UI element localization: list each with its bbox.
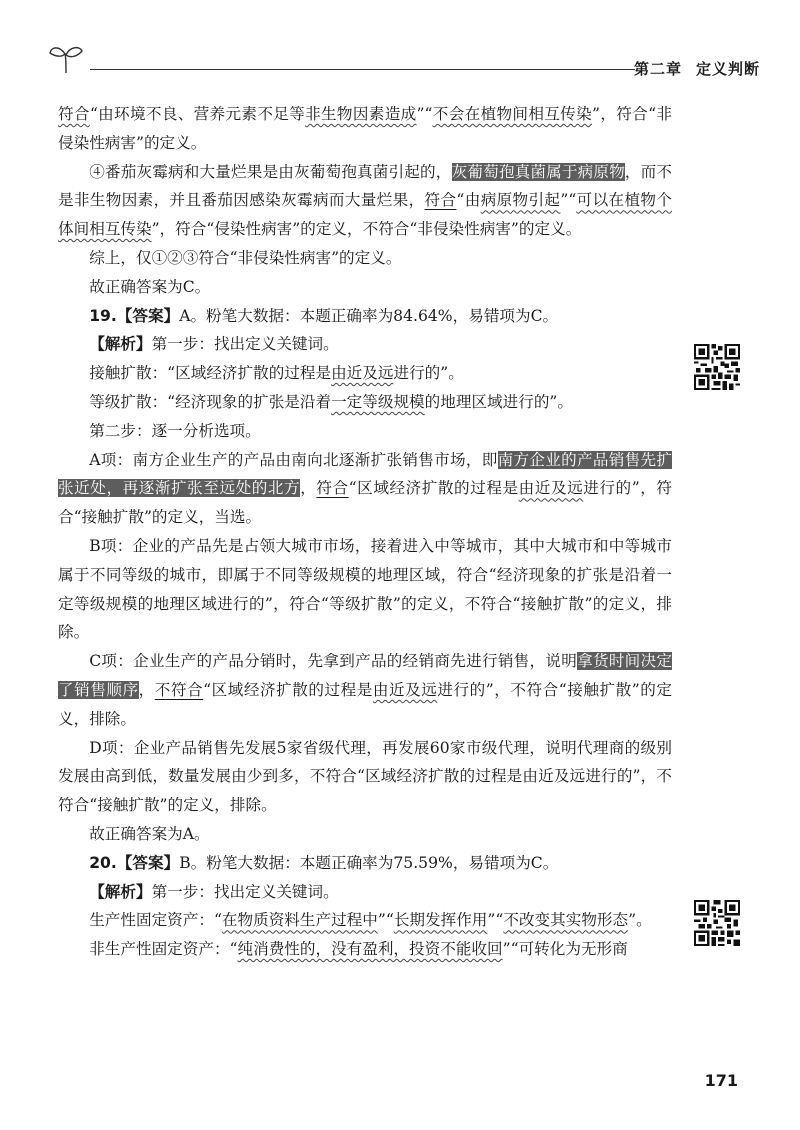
- highlighted-text: 灰葡萄孢真菌属于病原物: [451, 162, 625, 181]
- text-run: 长期发挥作用: [393, 911, 488, 930]
- text-run: A。粉笔大数据：本题正确率为84.64%，易错项为C。: [179, 306, 559, 325]
- text-run: ”“: [416, 105, 433, 123]
- text-run: “区域经济扩散的过程是: [203, 680, 373, 699]
- paragraph: [58, 935, 672, 964]
- analysis-line: [58, 878, 672, 907]
- text-run: 不会在植物间相互传染: [432, 105, 593, 123]
- text-run: 由近及远: [518, 479, 584, 498]
- text-run: 的地理区域进行的”。: [424, 392, 573, 411]
- paragraph: [58, 388, 672, 417]
- text-run: ，: [300, 479, 317, 498]
- text-run: 进行的”。: [393, 364, 464, 383]
- text-run: 非生产性固定资产：“: [89, 940, 238, 959]
- text-run: 由近及远: [372, 680, 438, 699]
- text-run: ”“: [377, 911, 394, 930]
- paragraph: [58, 359, 672, 388]
- chapter-number: 第二章: [633, 60, 682, 78]
- text-run: ”，符合“侵染性病害”的定义，不符合“非侵染性病害”的定义。: [151, 220, 582, 239]
- qr-code-icon[interactable]: [694, 900, 740, 946]
- text-run: ”。: [628, 911, 652, 930]
- page-number: 171: [704, 1071, 738, 1090]
- highlighted-text: 南方企业的产品销售先扩张近处，再逐渐扩张至远处的北方: [58, 450, 672, 498]
- paragraph: [58, 158, 672, 244]
- paragraph: 故正确答案为A。: [89, 824, 210, 843]
- text-run: 符合: [316, 479, 349, 498]
- text-run: 第一步：找出定义关键词。: [151, 882, 339, 901]
- sprout-icon: [48, 42, 84, 74]
- answer-line: [58, 849, 672, 878]
- paragraph: [58, 647, 672, 733]
- text-run: 可以在植物个体间相互传染: [58, 191, 672, 239]
- text-run: ，: [138, 680, 155, 699]
- paragraph: [58, 906, 672, 935]
- text-run: ，而不是非生物因素，并且番茄因感染灰霉病而大量烂果，: [58, 162, 672, 210]
- answer-label: 20.【答案】: [89, 853, 180, 872]
- text-run: 非生物因素造成: [305, 105, 417, 123]
- text-run: 纯消费性的，没有盈利，投资不能收回: [237, 940, 503, 959]
- page-header: [40, 40, 760, 80]
- paragraph: D项：企业产品销售先发展5家省级代理，再发展60家市级代理，说明代理商的级别发展由高到低，数量发展由少到多，不符合“区域经济扩散的过程是由近及远进行的”，不符合“接触扩散”的定义，排除。: [58, 738, 672, 815]
- analysis-line: [58, 330, 672, 359]
- paragraph: 第二步：逐一分析选项。: [89, 421, 261, 440]
- qr-code-icon[interactable]: [694, 344, 740, 390]
- text-run: “由: [456, 191, 481, 210]
- text-run: 不符合: [154, 680, 204, 699]
- chapter-title: [634, 58, 760, 79]
- analysis-label: 【解析】: [89, 882, 152, 901]
- answer-line: [58, 302, 672, 331]
- text-run: 符合: [58, 105, 90, 123]
- text-run: ”，符合“非侵染性病害”的定义。: [58, 105, 672, 152]
- page-body: [58, 100, 672, 964]
- text-run: 接触扩散：“区域经济扩散的过程是: [89, 364, 332, 383]
- answer-label: 19.【答案】: [89, 306, 180, 325]
- text-run: 一定等级规模: [331, 392, 425, 411]
- paragraph: 故正确答案为C。: [89, 277, 211, 296]
- text-run: “由环境不良、营养元素不足等: [89, 105, 306, 123]
- paragraph: 综上，仅①②③符合“非侵染性病害”的定义。: [89, 248, 402, 267]
- analysis-label: 【解析】: [89, 335, 152, 354]
- text-run: 进行的”，符合“接触扩散”的定义，当选。: [58, 479, 672, 527]
- paragraph: [58, 446, 672, 532]
- text-run: “区域经济扩散的过程是: [348, 479, 519, 498]
- text-run: C项：企业生产的产品分销时，先拿到产品的经销商先进行销售，说明: [89, 652, 578, 671]
- text-run: ”“可转化为无形商: [502, 940, 628, 959]
- text-run: 由近及远: [331, 364, 394, 383]
- text-run: 等级扩散：“经济现象的扩张是沿着: [89, 392, 332, 411]
- text-run: B。粉笔大数据：本题正确率为75.59%，易错项为C。: [179, 853, 559, 872]
- text-run: 不改变其实物形态: [503, 911, 629, 930]
- text-run: 在物质资料生产过程中: [221, 911, 378, 930]
- text-run: ”“: [487, 911, 504, 930]
- text-run: 生产性固定资产：“: [89, 911, 222, 930]
- highlighted-text: 拿货时间决定了销售顺序: [58, 652, 672, 699]
- paragraph: [58, 100, 672, 158]
- section-title: 定义判断: [695, 60, 760, 78]
- text-run: 符合: [424, 191, 457, 210]
- paragraph: B项：企业的产品先是占领大城市市场，接着进入中等城市，其中大城市和中等城市属于不同等级的城市，即属于不同等级规模的地理区域，符合“经济现象的扩张是沿着一定等级规模的地理区域进行的”，符合“等级扩散”的定义，不符合“接触扩散”的定义，排除。: [58, 536, 672, 642]
- text-run: A项：南方企业生产的产品由南向北逐渐扩张销售市场，即: [89, 450, 498, 469]
- text-run: ”“: [560, 191, 577, 210]
- text-run: ④番茄灰霉病和大量烂果是由灰葡萄孢真菌引起的，: [89, 162, 452, 181]
- text-run: 病原物引起: [480, 191, 561, 210]
- header-rule: [90, 69, 635, 70]
- text-run: 进行的”，不符合“接触扩散”的定义，排除。: [58, 680, 672, 728]
- text-run: 第一步：找出定义关键词。: [151, 335, 339, 354]
